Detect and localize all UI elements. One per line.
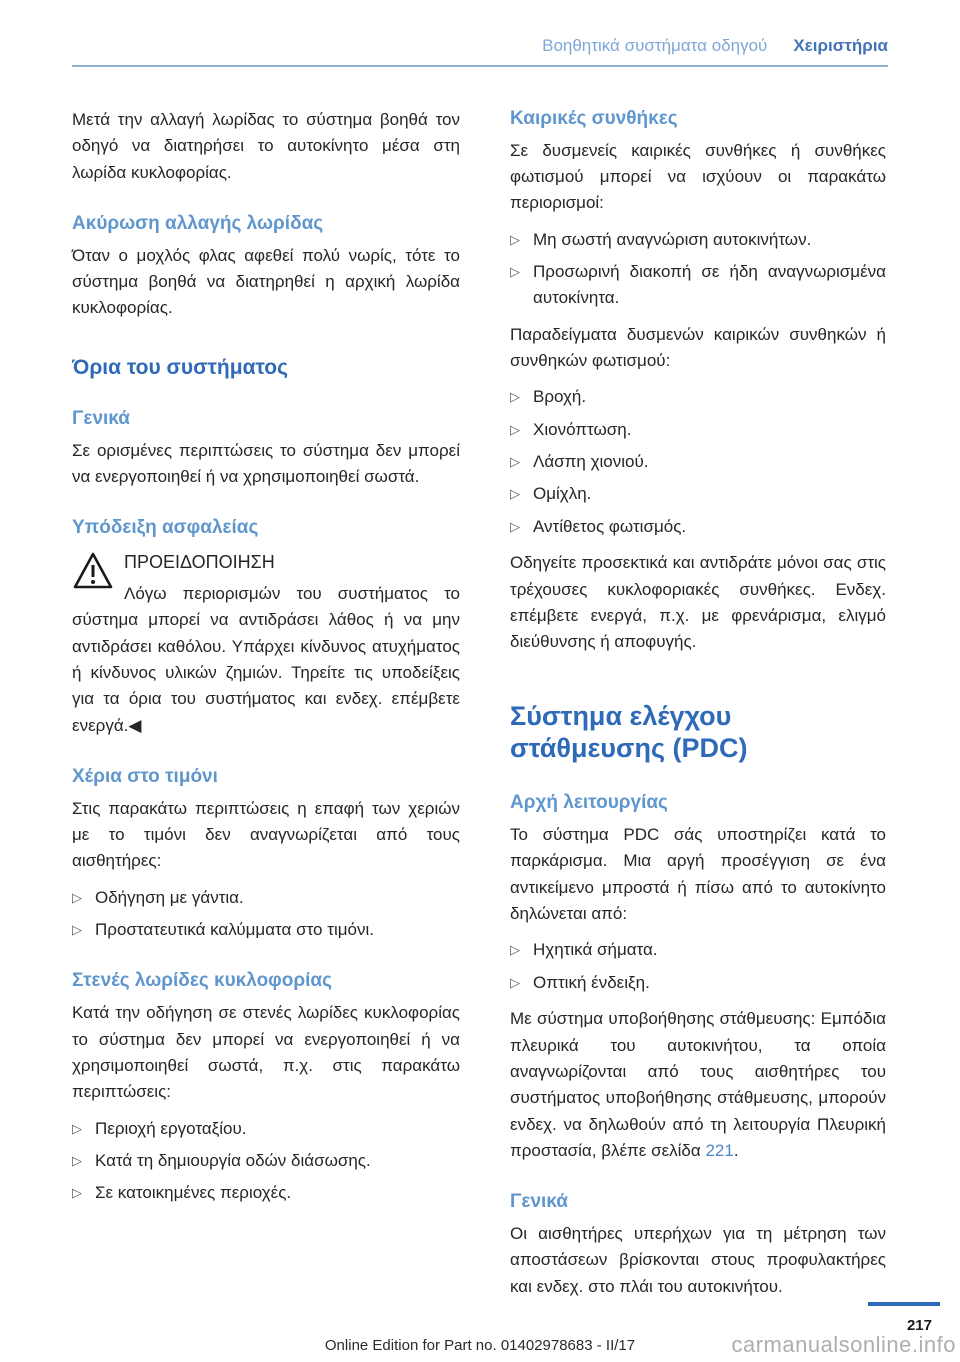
left-column xyxy=(72,107,460,1310)
list-item xyxy=(510,481,886,507)
header-chapter-label: Χειριστήρια xyxy=(793,36,888,55)
triangle-bullet-icon: ▷ xyxy=(510,486,520,502)
heading-pdc-system: Σύστημα ελέγχου στάθμευσης (PDC) xyxy=(510,700,748,764)
principle-bullet-list xyxy=(510,937,886,996)
triangle-bullet-icon: ▷ xyxy=(510,231,520,247)
examples-bullet-list xyxy=(510,384,886,540)
list-item xyxy=(510,449,886,475)
list-item xyxy=(72,917,460,943)
weather-bullet-list xyxy=(510,227,886,312)
triangle-bullet-icon: ▷ xyxy=(510,942,520,958)
list-item-text: Ηχητικά σήματα. xyxy=(533,940,658,960)
list-item-text: Αντίθετος φωτισμός. xyxy=(533,516,687,536)
list-item xyxy=(510,970,886,996)
list-item-text: Οπτική ένδειξη. xyxy=(533,972,650,992)
footer-accent-bar xyxy=(868,1302,940,1306)
paragraph-examples: Παραδείγματα δυσμενών καιρικών συνθηκών ή συνθηκών φωτισμού: xyxy=(510,324,886,371)
paragraph-general-left: Σε ορισμένες περιπτώσεις το σύστημα δεν μπορεί να ενεργοποιηθεί ή να χρησιμοποιηθεί σωστά. xyxy=(72,440,460,487)
paragraph-park-assist xyxy=(510,1006,886,1164)
list-item xyxy=(72,1116,460,1142)
list-item xyxy=(510,417,886,443)
heading-system-limits: Όρια του συστήματος xyxy=(72,355,289,379)
list-item-text: Λάσπη χιονιού. xyxy=(533,452,649,472)
list-item-text: Σε κατοικημένες περιοχές. xyxy=(95,1183,292,1203)
list-item-text: Προστατευτικά καλύμματα στο τιμόνι. xyxy=(95,920,374,940)
paragraph-drive-carefully: Οδηγείτε προσεκτικά και αντιδράτε μόνοι σας στις τρέχουσες κυκλοφοριακές συνθήκες. Ενδεχ. επέμβετε ενεργά, π.χ. με φρενάρισμα, ελιγμό διεύθυνσης ή αποφυγής. xyxy=(510,553,886,652)
heading-safety-note: Υπόδειξη ασφαλείας xyxy=(72,517,259,539)
triangle-bullet-icon: ▷ xyxy=(510,264,520,280)
page-link-221[interactable]: 221 xyxy=(705,1140,734,1160)
right-column xyxy=(510,107,886,1310)
list-item-text: Προσωρινή διακοπή σε ήδη αναγνωρισμένα αυτοκίνητα. xyxy=(533,262,886,308)
list-item xyxy=(510,514,886,540)
warning-block xyxy=(72,547,460,739)
heading-operating-principle: Αρχή λειτουργίας xyxy=(510,792,668,814)
list-item-text: Μη σωστή αναγνώριση αυτοκινήτων. xyxy=(533,229,812,249)
list-item-text: Βροχή. xyxy=(533,387,587,407)
paragraph-principle: Το σύστημα PDC σάς υποστηρίζει κατά το παρκάρισμα. Μια αργή προσέγγιση σε ένα αντικείμενο μπροστά ή πίσω από το αυτοκίνητο δηλώνεται από: xyxy=(510,825,886,924)
page-number: 217 xyxy=(906,1317,932,1334)
triangle-bullet-icon: ▷ xyxy=(510,389,520,405)
list-item xyxy=(72,1180,460,1206)
heading-general-right: Γενικά xyxy=(510,1191,568,1213)
triangle-bullet-icon: ▷ xyxy=(72,1152,82,1168)
warning-title: ΠΡΟΕΙΔΟΠΟΙΗΣΗ xyxy=(124,552,275,573)
hands-bullet-list xyxy=(72,885,460,944)
list-item-text: Κατά τη δημιουργία οδών διάσωσης. xyxy=(95,1150,371,1170)
paragraph-cancel: Όταν ο μοχλός φλας αφεθεί πολύ νωρίς, τότε το σύστημα βοηθά να διατηρηθεί η αρχική λωρίδα κυκλοφορίας. xyxy=(72,245,460,318)
heading-narrow-lanes: Στενές λωρίδες κυκλοφορίας xyxy=(72,970,332,992)
triangle-bullet-icon: ▷ xyxy=(72,1120,82,1136)
list-item xyxy=(510,384,886,410)
list-item xyxy=(510,227,886,253)
paragraph-park-assist-period: . xyxy=(733,1140,739,1160)
triangle-bullet-icon: ▷ xyxy=(72,1185,82,1201)
triangle-bullet-icon: ▷ xyxy=(72,922,82,938)
list-item-text: Οδήγηση με γάντια. xyxy=(95,887,244,907)
triangle-bullet-icon: ▷ xyxy=(72,889,82,905)
paragraph-weather: Σε δυσμενείς καιρικές συνθήκες ή συνθήκες φωτισμού μπορεί να ισχύουν οι παρακάτω περιορισμοί: xyxy=(510,140,886,213)
paragraph-park-assist-text: Με σύστημα υποβοήθησης στάθμευσης: Εμπόδια πλευρικά του αυτοκινήτου, τα οποία αναγνωρίζονται από τους αισθητήρες του συστήματος υποβοήθησης στάθμευσης, μπορούν ενδεχ. να δηλωθούν από τη λειτουργία Πλευρική προστασία, βλέπε σελίδα xyxy=(510,1009,886,1160)
warning-triangle-icon xyxy=(72,551,114,591)
list-item xyxy=(72,885,460,911)
list-item xyxy=(510,937,886,963)
triangle-bullet-icon: ▷ xyxy=(510,974,520,990)
heading-weather-conditions: Καιρικές συνθήκες xyxy=(510,108,678,129)
paragraph-hands: Στις παρακάτω περιπτώσεις η επαφή των χεριών με το τιμόνι δεν αναγνωρίζεται από τους αισθητήρες: xyxy=(72,798,460,871)
heading-cancel-lane-change: Ακύρωση αλλαγής λωρίδας xyxy=(72,213,324,235)
list-item-text: Χιονόπτωση. xyxy=(533,419,632,439)
narrow-lanes-bullet-list xyxy=(72,1116,460,1207)
page-header xyxy=(72,36,888,56)
triangle-bullet-icon: ▷ xyxy=(510,518,520,534)
list-item-text: Ομίχλη. xyxy=(533,484,592,504)
header-section-label: Βοηθητικά συστήματα οδηγού xyxy=(542,36,768,55)
paragraph-general-right: Οι αισθητήρες υπερήχων για τη μέτρηση των αποστάσεων βρίσκονται στους προφυλακτήρες και ενδεχ. στο πλάι του αυτοκινήτου. xyxy=(510,1223,886,1296)
watermark-text: carmanualsonline.info xyxy=(731,1332,956,1357)
list-item xyxy=(510,259,886,312)
paragraph-narrow-lanes: Κατά την οδήγηση σε στενές λωρίδες κυκλοφορίας το σύστημα δεν μπορεί να ενεργοποιηθεί ή να χρησιμοποιηθεί σωστά, π.χ. στις παρακάτω περιπτώσεις: xyxy=(72,1003,460,1102)
list-item xyxy=(72,1148,460,1174)
heading-general-left: Γενικά xyxy=(72,408,130,430)
warning-body: Λόγω περιορισμών του συστήματος το σύστημα μπορεί να αντιδράσει λάθος ή να μην αντιδράσει καθόλου. Υπάρχει κίνδυνος ατυχήματος ή κίνδυνος υλικών ζημιών. Τηρείτε τις υποδείξεις για τα όρια του συστήματος και ενδεχ. επέμβετε ενεργά.◀ xyxy=(72,584,460,735)
triangle-bullet-icon: ▷ xyxy=(510,454,520,470)
two-column-body xyxy=(72,107,888,1310)
edition-note: Online Edition for Part no. 01402978683 - II/17 xyxy=(324,1337,636,1354)
triangle-bullet-icon: ▷ xyxy=(510,421,520,437)
list-item-text: Περιοχή εργοταξίου. xyxy=(95,1118,247,1138)
header-divider xyxy=(72,65,888,67)
heading-hands-on-wheel: Χέρια στο τιμόνι xyxy=(72,766,218,788)
paragraph-lane-change: Μετά την αλλαγή λωρίδας το σύστημα βοηθά τον οδηγό να διατηρήσει το αυτοκίνητο μέσα στη λωρίδα κυκλοφορίας. xyxy=(72,110,460,182)
